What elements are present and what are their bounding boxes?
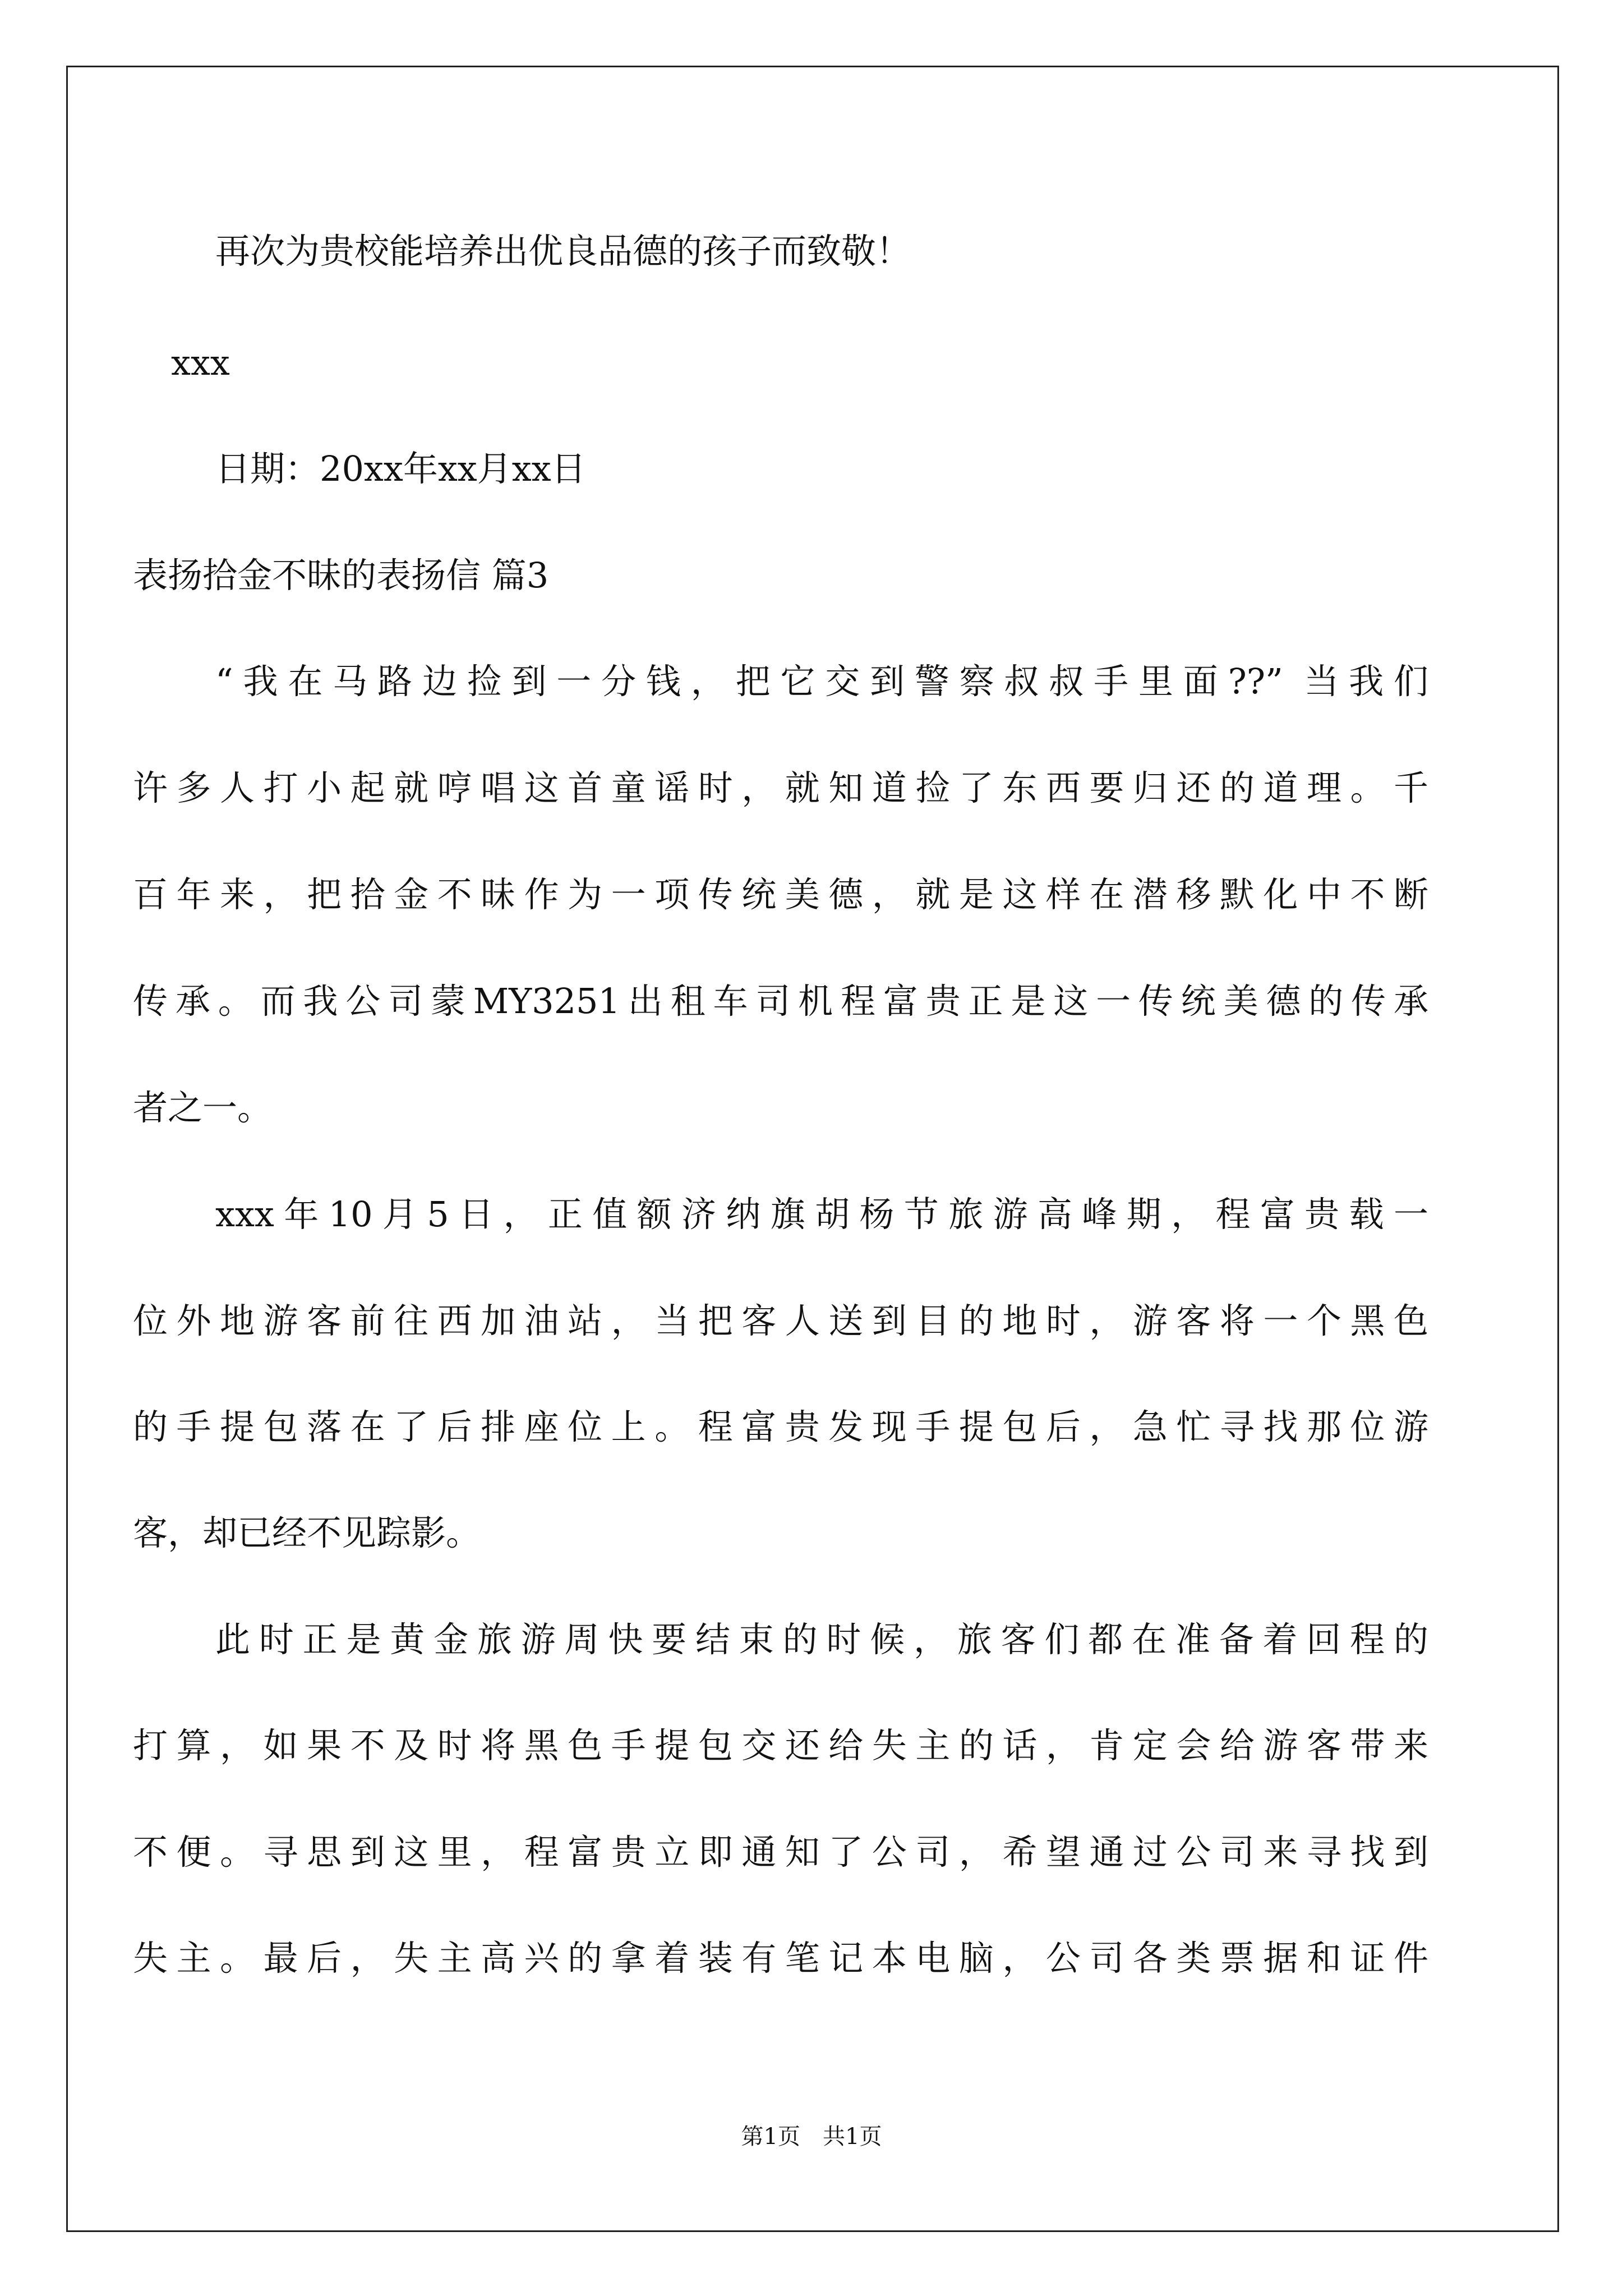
paragraph-line: 百年来，把拾金不昧作为一项传统美德，就是这样在潜移默化中不断 <box>133 874 1428 915</box>
paragraph-line: 失主。最后，失主高兴的拿着装有笔记本电脑，公司各类票据和证件 <box>133 1938 1428 1978</box>
paragraph-line: 者之一。 <box>133 1087 273 1128</box>
paragraph-line: “我在马路边捡到一分钱，把它交到警察叔叔手里面??” 当我们 <box>215 661 1428 702</box>
paragraph-line: 客，却已经不见踪影。 <box>133 1512 481 1553</box>
section-title: 表扬拾金不昧的表扬信 篇3 <box>133 555 549 596</box>
signature: xxx <box>171 342 230 383</box>
paragraph-line: 传承。而我公司蒙MY3251出租车司机程富贵正是这一传统美德的传承 <box>133 981 1428 1022</box>
paragraph-line: xxx年10月5日，正值额济纳旗胡杨节旅游高峰期，程富贵载一 <box>215 1194 1428 1235</box>
page-total: 共1页 <box>823 2124 882 2150</box>
closing-line: 再次为贵校能培养出优良品德的孩子而致敬！ <box>215 231 911 272</box>
paragraph-line: 打算，如果不及时将黑色手提包交还给失主的话，肯定会给游客带来 <box>133 1725 1428 1766</box>
paragraph-line: 此时正是黄金旅游周快要结束的时候，旅客们都在准备着回程的 <box>215 1619 1428 1660</box>
paragraph-line: 不便。寻思到这里，程富贵立即通知了公司，希望通过公司来寻找到 <box>133 1832 1428 1872</box>
date-line: 日期：20xx年xx月xx日 <box>215 448 586 489</box>
page-footer <box>0 2125 1623 2148</box>
page-number: 第1页 <box>741 2124 800 2150</box>
paragraph-line: 许多人打小起就哼唱这首童谣时，就知道捡了东西要归还的道理。千 <box>133 767 1428 808</box>
paragraph-line: 的手提包落在了后排座位上。程富贵发现手提包后，急忙寻找那位游 <box>133 1406 1428 1447</box>
paragraph-line: 位外地游客前往西加油站，当把客人送到目的地时，游客将一个黑色 <box>133 1300 1428 1341</box>
document-body <box>133 0 1428 2143</box>
